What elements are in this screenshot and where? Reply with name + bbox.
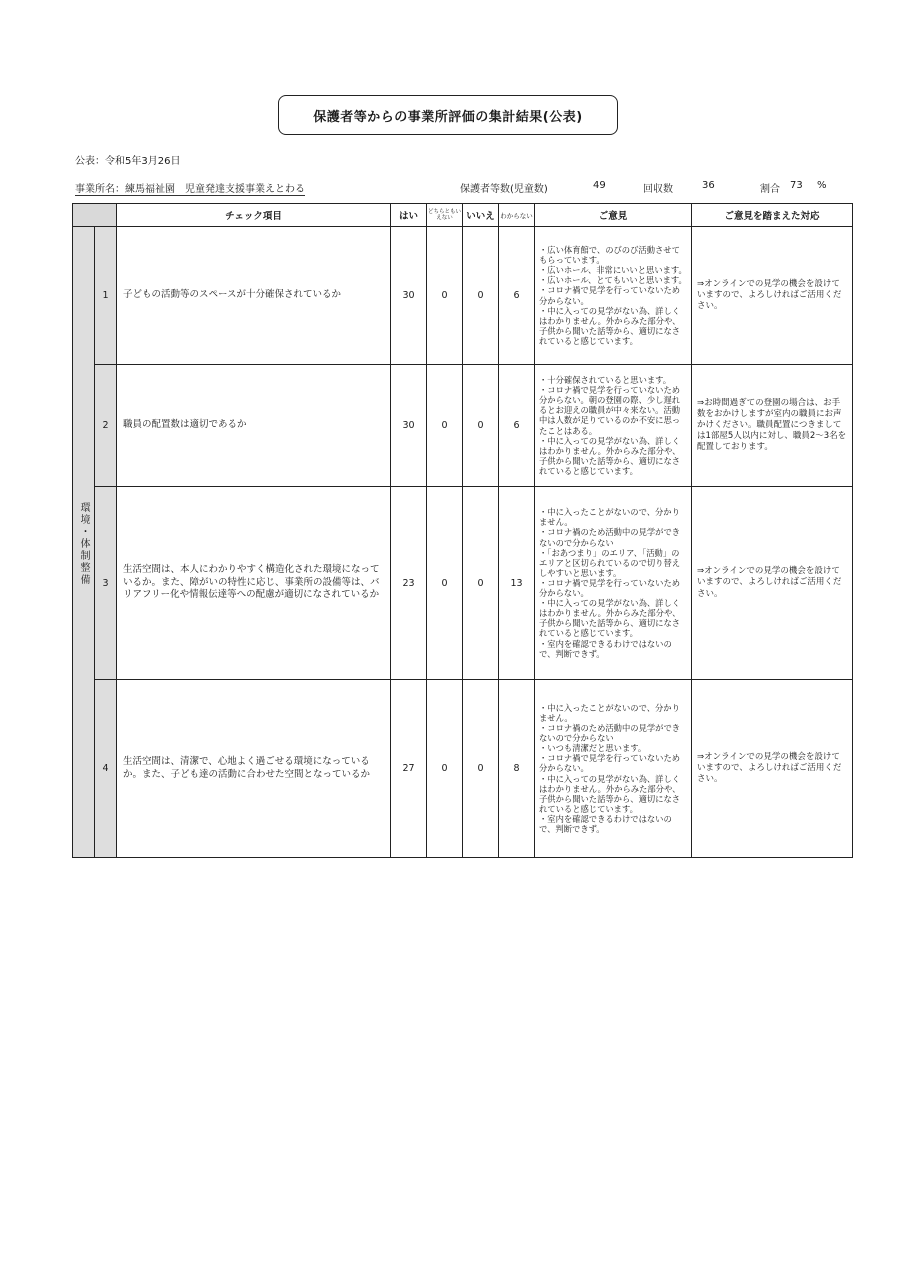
neither-count: 0	[427, 680, 463, 858]
page-title: 保護者等からの事業所評価の集計結果(公表)	[278, 95, 618, 135]
unknown-count: 6	[499, 227, 535, 365]
ratio-label: 割合	[760, 184, 780, 195]
row-number: 2	[95, 365, 117, 487]
response-cell: ⇒オンラインでの見学の機会を設けていますので、よろしければご活用ください。	[692, 227, 853, 365]
row-number: 4	[95, 680, 117, 858]
opinion-line: ・中に入っての見学がない為、詳しくはわかりません。外からみた部分や、子供から聞いた話等から、適切になされていると感じています。	[539, 435, 681, 476]
opinion-line: ・いつも清潔だと思います。	[539, 743, 647, 754]
header-opinion: ご意見	[535, 204, 692, 227]
header-no: いいえ	[463, 204, 499, 227]
collected-count: 36	[702, 180, 715, 191]
opinion-line: ・室内を確認できるわけではないので、判断できず。	[539, 813, 672, 835]
opinion-line: ・中に入ったことがないので、分かりません。	[539, 702, 680, 723]
opinion-line: ・室内を確認できるわけではないので、判断できず。	[539, 638, 672, 659]
header-yes: はい	[391, 204, 427, 227]
table-row	[73, 680, 853, 858]
ratio-value: 73	[790, 180, 803, 191]
response-cell: ⇒オンラインでの見学の機会を設けていますので、よろしければご活用ください。	[692, 487, 853, 680]
no-count: 0	[463, 680, 499, 858]
check-item-text: 生活空間は、清潔で、心地よく過ごせる環境になっているか。また、子ども達の活動に合わせた空間となっているか	[117, 680, 391, 858]
opinion-line: ・広いホール、非常にいいと思います。	[539, 265, 687, 276]
category-label: 環境・体制整備	[73, 227, 95, 858]
collected-label: 回収数	[643, 184, 673, 195]
check-item-text: 職員の配置数は適切であるか	[117, 365, 391, 487]
no-count: 0	[463, 365, 499, 487]
opinion-line: ・コロナ禍で見学を行っていないため分からない。	[539, 577, 681, 599]
opinion-line: ・広い体育館で、のびのび活動させてもらっています。	[539, 244, 680, 266]
no-count: 0	[463, 487, 499, 680]
unknown-count: 13	[499, 487, 535, 680]
opinion-cell	[535, 365, 692, 487]
table-row	[73, 487, 853, 680]
neither-count: 0	[427, 227, 463, 365]
unknown-count: 8	[499, 680, 535, 858]
check-item-text: 生活空間は、本人にわかりやすく構造化された環境になっているか。また、障がいの特性に応じ、事業所の設備等は、バリアフリー化や情報伝達等への配慮が適切になされているか	[117, 487, 391, 680]
respondent-count: 49	[593, 180, 606, 191]
opinion-cell	[535, 227, 692, 365]
ratio-unit: %	[817, 180, 827, 191]
check-item-text: 子どもの活動等のスペースが十分確保されているか	[117, 227, 391, 365]
yes-count: 30	[391, 227, 427, 365]
unknown-count: 6	[499, 365, 535, 487]
header-unknown: わからない	[499, 204, 535, 227]
yes-count: 23	[391, 487, 427, 680]
opinion-line: ・コロナ禍で見学を行っていないため分からない。	[539, 753, 681, 774]
row-number: 1	[95, 227, 117, 365]
yes-count: 27	[391, 680, 427, 858]
opinion-line: ・中に入っての見学がない為、詳しくはわかりません。外からみた部分や、子供から聞いた話等から、適切になされていると感じています。	[539, 305, 681, 346]
opinion-line: ・コロナ禍で見学を行っていないため分からない。	[539, 285, 681, 306]
opinion-line: ・中に入ったことがないので、分かりません。	[539, 507, 680, 528]
no-count: 0	[463, 227, 499, 365]
neither-count: 0	[427, 487, 463, 680]
row-number: 3	[95, 487, 117, 680]
opinion-line: ・コロナ禍のため活動中の見学ができないので分からない	[539, 527, 681, 548]
opinion-line: ・中に入っての見学がない為、詳しくはわかりません。外からみた部分や、子供から聞いた話等から、適切になされていると感じています。	[539, 598, 681, 639]
opinion-line: ・「おあつまり」のエリア、「活動」のエリアと区切られているので切り替えしやすいと思います。	[539, 547, 681, 578]
header-neither: どちらともいえない	[427, 204, 463, 227]
header-blank-cell	[73, 204, 117, 227]
table-row	[73, 365, 853, 487]
opinion-line: ・十分確保されていると思います。	[539, 374, 672, 385]
header-check-item: チェック項目	[117, 204, 391, 227]
response-cell: ⇒お時間過ぎての登園の場合は、お手数をおかけしますが室内の職員にお声かけください。職員配置につきましては1部屋5人以内に対し、職員2～3名を配置しております。	[692, 365, 853, 487]
opinion-cell	[535, 680, 692, 858]
office-info-line	[75, 180, 855, 194]
yes-count: 30	[391, 365, 427, 487]
publish-date: 公表：令和5年3月26日	[75, 156, 181, 167]
opinion-line: ・広いホール、とてもいいと思います。	[539, 275, 687, 286]
neither-count: 0	[427, 365, 463, 487]
opinion-line: ・コロナ禍で見学を行っていないため分からない。朝の登園の際、少し遅れるとお迎えの職員が中々来ない。活動中は人数が足りているのか不安に思ったことはある。	[539, 385, 681, 436]
table-header-row	[73, 204, 853, 227]
table-row	[73, 227, 853, 365]
opinion-line: ・中に入っての見学がない為、詳しくはわかりません。外からみた部分や、子供から聞いた話等から、適切になされていると感じています。	[539, 773, 681, 814]
office-name: 事業所名：練馬福祉園 児童発達支援事業えとわる	[75, 180, 305, 196]
evaluation-table	[72, 203, 853, 858]
opinion-cell	[535, 487, 692, 680]
respondent-label: 保護者等数(児童数)	[460, 184, 548, 195]
opinion-line: ・コロナ禍のため活動中の見学ができないので分からない	[539, 723, 681, 744]
header-response: ご意見を踏まえた対応	[692, 204, 853, 227]
response-cell: ⇒オンラインでの見学の機会を設けていますので、よろしければご活用ください。	[692, 680, 853, 858]
